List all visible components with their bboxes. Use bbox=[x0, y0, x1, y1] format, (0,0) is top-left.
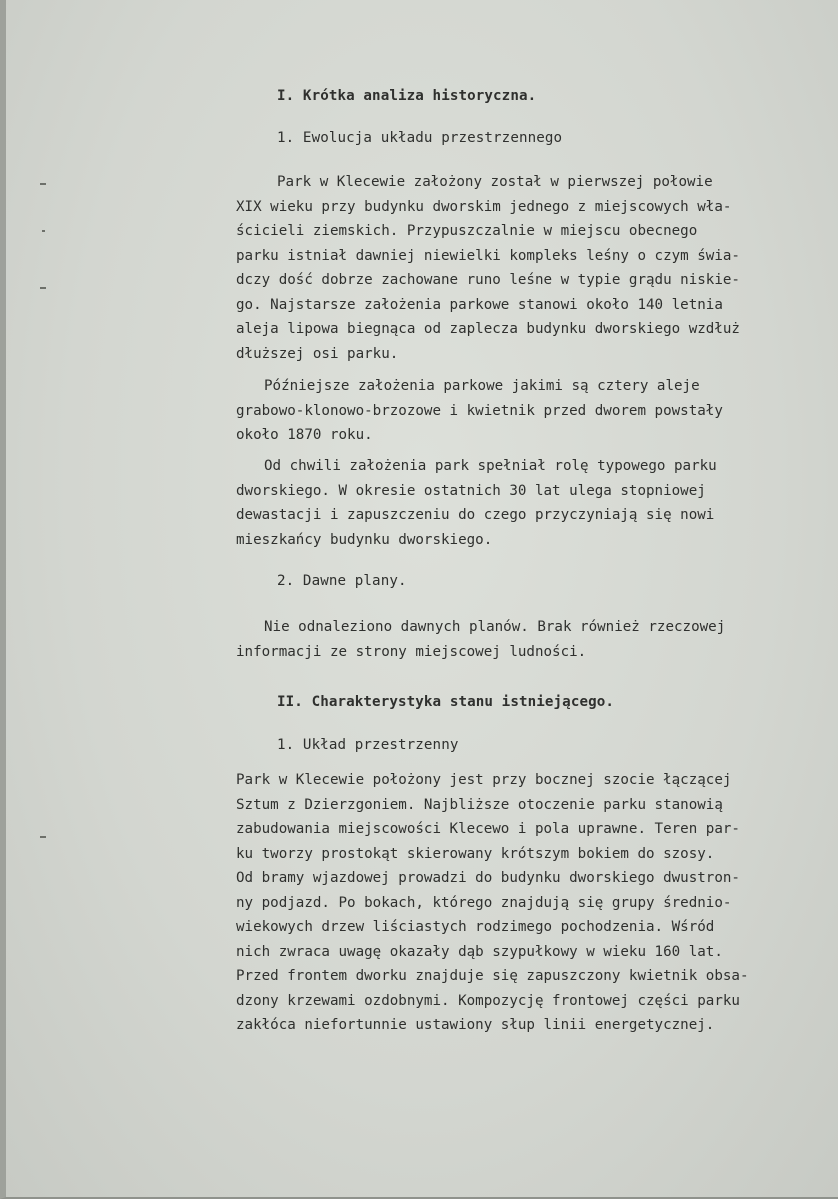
text-line: Sztum z Dzierzgoniem. Najbliższe otoczenie parku stanowią bbox=[236, 796, 723, 813]
paragraph-park-role bbox=[236, 454, 717, 552]
margin-mark bbox=[42, 230, 45, 232]
text-line: informacji ze strony miejscowej ludności. bbox=[236, 643, 587, 660]
text-line: ścicieli ziemskich. Przypuszczalnie w miejscu obecnego bbox=[236, 223, 698, 239]
text-line: go. Najstarsze założenia parkowe stanowi około 140 letnia bbox=[236, 296, 723, 313]
text-line: dworskiego. W okresie ostatnich 30 lat ulega stopniowej bbox=[236, 482, 706, 499]
text-line: zakłóca niefortunnie ustawiony słup linii energetycznej. bbox=[236, 1017, 715, 1033]
text-line: Park w Klecewie założony został w pierwszej połowie bbox=[277, 174, 713, 190]
margin-mark bbox=[40, 836, 46, 838]
paragraph-spatial-layout bbox=[236, 768, 749, 1038]
section-2-title: II. Charakterystyka stanu istniejącego. bbox=[277, 694, 615, 710]
margin-mark bbox=[40, 183, 46, 185]
text-line: dzony krzewami ozdobnymi. Kompozycję frontowej części parku bbox=[236, 992, 740, 1009]
text-line: zabudowania miejscowości Klecewo i pola uprawne. Teren par- bbox=[236, 821, 740, 837]
paragraph-later-alleys bbox=[236, 374, 723, 448]
text-line: Przed frontem dworku znajduje się zapuszczony kwietnik obsa- bbox=[236, 968, 749, 984]
text-line: aleja lipowa biegnąca od zaplecza budynku dworskiego wzdłuż bbox=[236, 321, 740, 337]
section-1-title: I. Krótka analiza historyczna. bbox=[277, 88, 537, 104]
text-line: mieszkańcy budynku dworskiego. bbox=[236, 531, 493, 548]
subsection-1-1-title: 1. Ewolucja układu przestrzennego bbox=[277, 130, 563, 146]
text-line: nich zwraca uwagę okazały dąb szypułkowy w wieku 160 lat. bbox=[236, 943, 723, 960]
paragraph-evolution bbox=[236, 170, 740, 366]
subsection-2-1-title: 1. Układ przestrzenny bbox=[277, 737, 459, 753]
text-line: ny podjazd. Po bokach, którego znajdują się grupy średnio- bbox=[236, 894, 732, 911]
text-line: Od bramy wjazdowej prowadzi do budynku dworskiego dwustron- bbox=[236, 870, 740, 886]
text-line: Nie odnaleziono dawnych planów. Brak również rzeczowej bbox=[264, 619, 726, 635]
subsection-1-2-title: 2. Dawne plany. bbox=[277, 573, 407, 589]
text-line: wiekowych drzew liściastych rodzimego pochodzenia. Wśród bbox=[236, 919, 715, 935]
text-line: dewastacji i zapuszczeniu do czego przyczyniają się nowi bbox=[236, 507, 715, 523]
text-line: grabowo-klonowo-brzozowe i kwietnik przed dworem powstały bbox=[236, 402, 723, 419]
text-line: dłuższej osi parku. bbox=[236, 345, 399, 362]
text-line: ku tworzy prostokąt skierowany krótszym bokiem do szosy. bbox=[236, 845, 715, 862]
text-line: Od chwili założenia park spełniał rolę typowego parku bbox=[264, 458, 717, 474]
text-line: Późniejsze założenia parkowe jakimi są cztery aleje bbox=[264, 378, 700, 394]
paragraph-old-plans bbox=[236, 615, 725, 664]
text-line: około 1870 roku. bbox=[236, 427, 373, 443]
margin-mark bbox=[40, 287, 46, 289]
text-line: dczy dość dobrze zachowane runo leśne w typie grądu niskie- bbox=[236, 272, 740, 288]
text-line: Park w Klecewie położony jest przy bocznej szocie łączącej bbox=[236, 772, 732, 788]
text-line: XIX wieku przy budynku dworskim jednego z miejscowych wła- bbox=[236, 198, 732, 215]
text-line: parku istniał dawniej niewielki kompleks leśny o czym świa- bbox=[236, 247, 740, 264]
